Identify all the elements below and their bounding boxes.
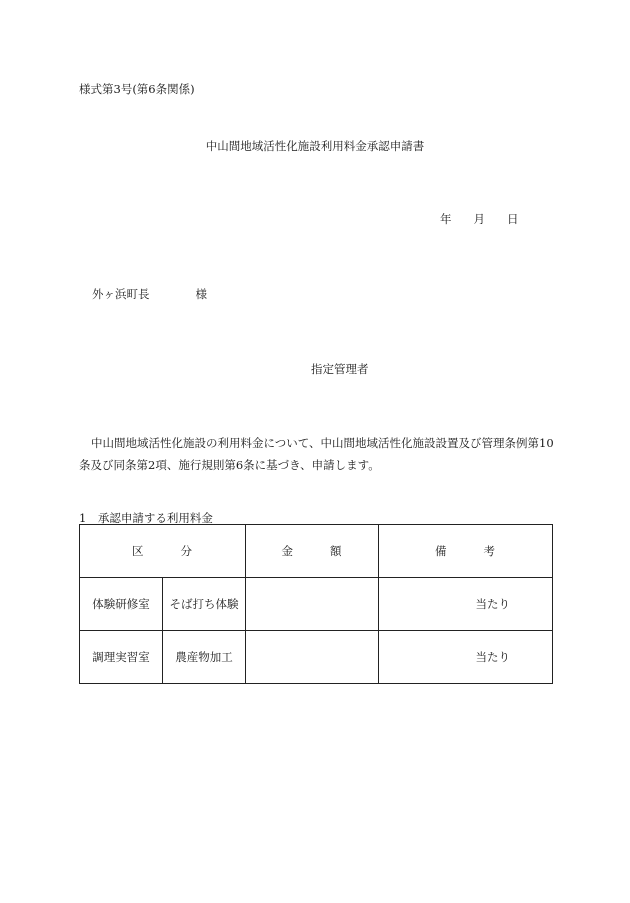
room-cell: 体験研修室 [80,578,163,631]
header-category: 区 分 [80,525,246,578]
body-paragraph: 中山間地域活性化施設の利用料金について、中山間地域活性化施設設置及び管理条例第10条及び同条第2項、施行規則第6条に基づき、申請します。 [79,436,554,472]
amount-cell [246,631,379,684]
note-cell: 当たり [379,578,553,631]
note-cell: 当たり [379,631,553,684]
addressee-name: 外ヶ浜町長 [92,287,150,301]
date-line [440,211,519,227]
amount-cell [246,578,379,631]
table-header-row [80,525,553,578]
activity-cell: 農産物加工 [163,631,246,684]
date-day: 日 [507,212,519,226]
applicant-label: 指定管理者 [311,362,369,376]
fee-table [79,524,553,684]
document-title: 中山間地域活性化施設利用料金承認申請書 [205,139,425,153]
section-heading: 1 承認申請する利用料金 [79,511,213,525]
addressee [92,286,207,302]
activity-cell: そば打ち体験 [163,578,246,631]
header-notes: 備 考 [379,525,553,578]
addressee-honorific: 様 [195,287,207,301]
table-row [80,631,553,684]
date-month: 月 [473,212,485,226]
date-year: 年 [440,212,452,226]
table-row [80,578,553,631]
form-number: 様式第3号(第6条関係) [79,82,195,96]
header-amount: 金 額 [246,525,379,578]
room-cell: 調理実習室 [80,631,163,684]
